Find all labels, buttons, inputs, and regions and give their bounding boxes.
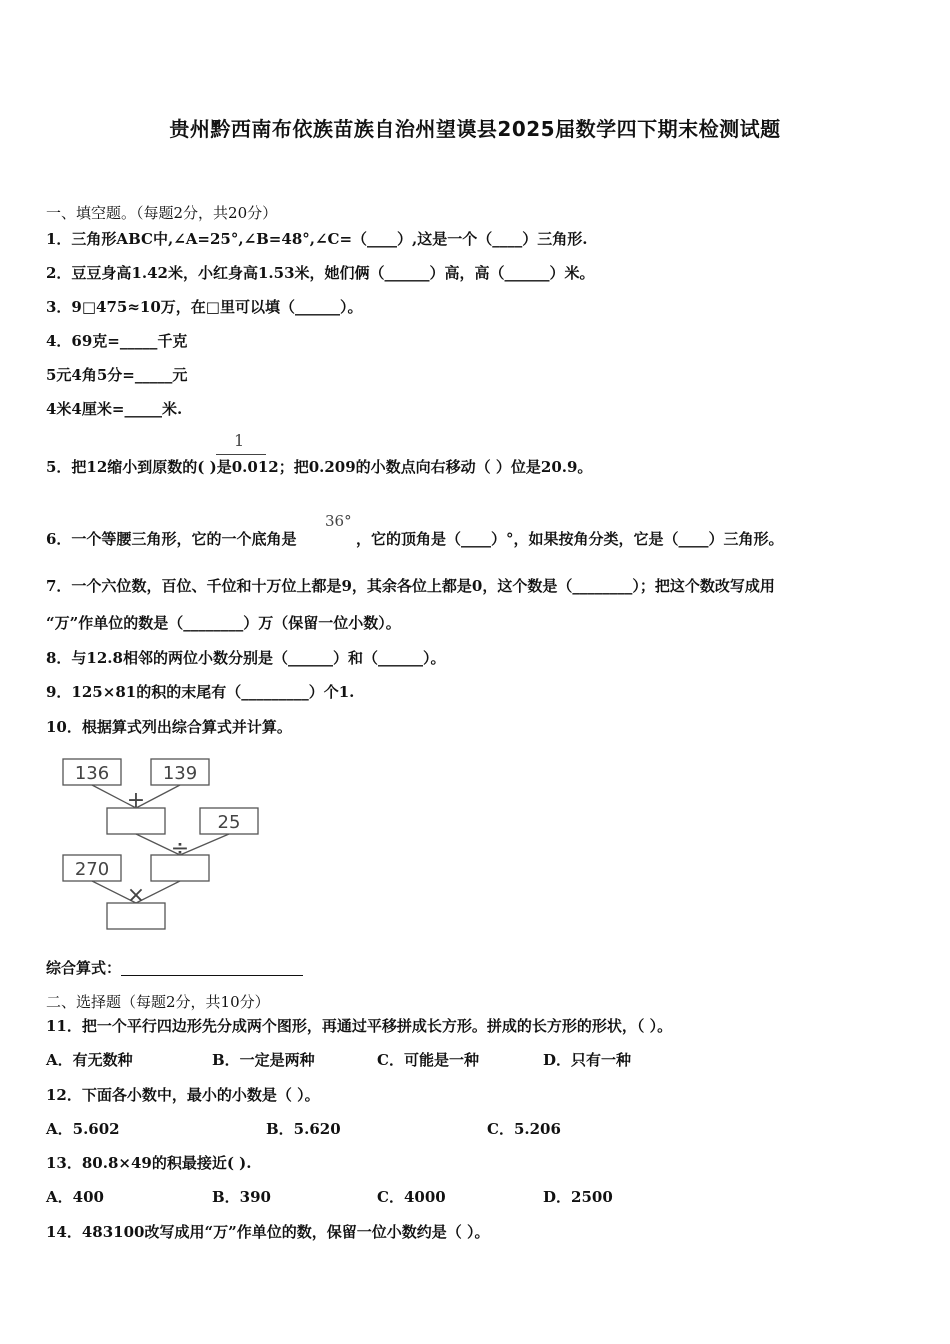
question-6-post: ，它的顶角是（____）°，如果按角分类，它是（____）三角形。 (356, 530, 784, 548)
diagram-number-136: 136 (74, 763, 110, 784)
question-12: 12．下面各小数中，最小的小数是（ ）。 (46, 1086, 320, 1104)
q5-fraction-numerator: 1 (234, 431, 245, 450)
formula-blank[interactable] (121, 961, 303, 976)
diagram-number-139: 139 (162, 763, 198, 784)
question-9: 9．125×81的积的末尾有（_________）个1. (46, 683, 355, 701)
diagram-number-270: 270 (74, 859, 110, 880)
q11-option-d[interactable]: D．只有一种 (543, 1051, 632, 1069)
question-11: 11．把一个平行四边形先分成两个图形，再通过平移拼成长方形。拼成的长方形的形状，（ ）。 (46, 1017, 673, 1035)
formula-line (46, 957, 303, 978)
question-7b: “万”作单位的数是（________）万（保留一位小数）。 (46, 614, 401, 632)
q6-angle-label: 36° (325, 512, 352, 530)
question-5: 5．把12缩小到原数的( )是0.012；把0.209的小数点向右移动（ ）位是20.9。 (46, 458, 593, 476)
question-4a: 4．69克=_____千克 (46, 332, 188, 350)
times-sign: × (126, 883, 146, 908)
q11-option-a[interactable]: A．有无数种 (46, 1051, 133, 1069)
page-title: 贵州黔西南布依族苗族自治州望谟县2025届数学四下期末检测试题 (169, 117, 781, 141)
formula-label: 综合算式： (46, 959, 122, 977)
diagram-number-25: 25 (217, 812, 241, 833)
q11-option-b[interactable]: B．一定是两种 (212, 1051, 315, 1069)
question-4c: 4米4厘米=_____米. (46, 400, 183, 418)
plus-sign: + (126, 788, 146, 813)
question-2: 2．豆豆身高1.42米，小红身高1.53米，她们俩（______）高，高（______）米。 (46, 264, 595, 282)
calculation-diagram (55, 752, 275, 937)
q13-option-d[interactable]: D．2500 (543, 1188, 613, 1206)
divide-sign: ÷ (170, 836, 190, 861)
question-1: 1．三角形ABC中,∠A=25°,∠B=48°,∠C=（____）,这是一个（____）三角形. (46, 230, 588, 248)
section1-heading: 一、填空题。（每题2分，共20分） (46, 204, 278, 222)
question-4b: 5元4角5分=_____元 (46, 366, 188, 384)
question-10: 10．根据算式列出综合算式并计算。 (46, 718, 292, 736)
q13-option-a[interactable]: A．400 (46, 1188, 104, 1206)
question-6-pre: 6．一个等腰三角形，它的一个底角是 (46, 530, 297, 548)
question-8: 8．与12.8相邻的两位小数分别是（______）和（______）。 (46, 649, 446, 667)
section2-heading: 二、选择题（每题2分，共10分） (46, 993, 270, 1011)
q12-option-c[interactable]: C．5.206 (487, 1120, 561, 1138)
q11-option-c[interactable]: C．可能是一种 (377, 1051, 479, 1069)
q5-fraction-bar (216, 454, 266, 455)
question-13: 13．80.8×49的积最接近( ). (46, 1154, 252, 1172)
question-14: 14．483100改写成用“万”作单位的数，保留一位小数约是（ ）。 (46, 1223, 490, 1241)
q13-option-c[interactable]: C．4000 (377, 1188, 446, 1206)
q12-option-b[interactable]: B．5.620 (266, 1120, 341, 1138)
q13-option-b[interactable]: B．390 (212, 1188, 271, 1206)
question-3: 3．9□475≈10万，在□里可以填（______）。 (46, 298, 363, 316)
question-7a: 7．一个六位数，百位、千位和十万位上都是9，其余各位上都是0，这个数是（________）；把这个数改写成用 (46, 577, 775, 595)
q12-option-a[interactable]: A．5.602 (46, 1120, 120, 1138)
